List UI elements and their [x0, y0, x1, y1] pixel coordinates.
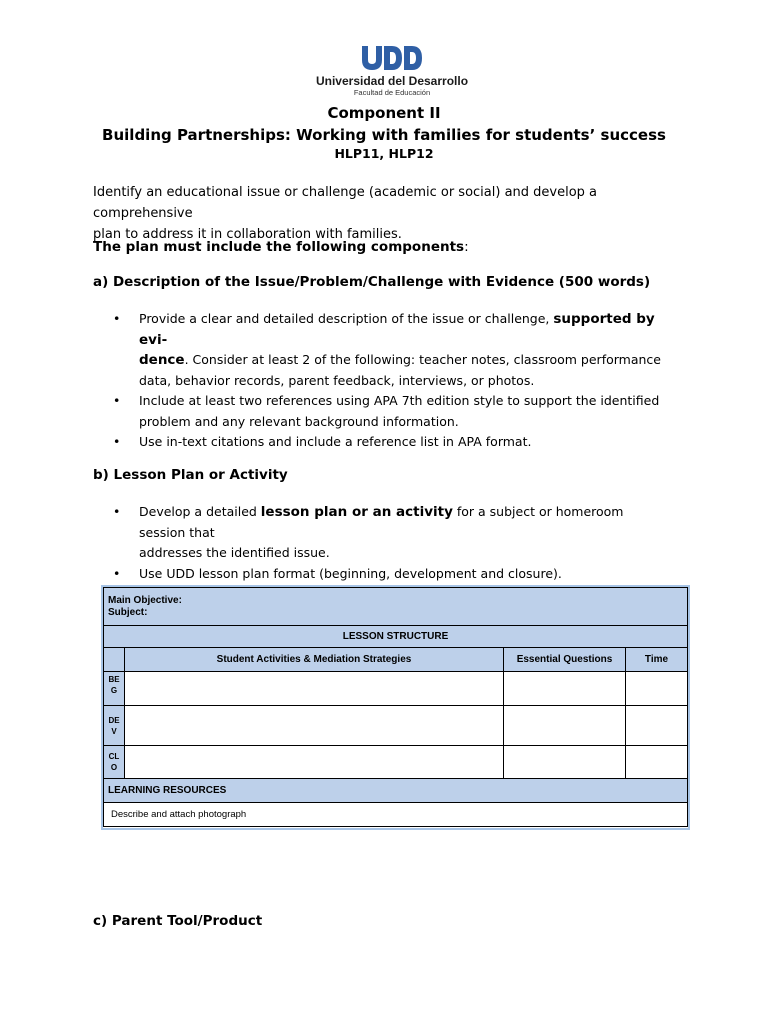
- bullet-text: . Consider at least 2 of the following: teacher notes, classroom performance: [184, 352, 661, 367]
- university-logo: [312, 44, 472, 104]
- bullet-text: Include at least two references using APA 7th edition style to support the identified: [139, 393, 660, 408]
- bullet-text: problem and any relevant background information.: [139, 413, 459, 429]
- table-row: [104, 672, 688, 706]
- component-title: Component II: [327, 104, 441, 122]
- section-a-heading: a) Description of the Issue/Problem/Challenge with Evidence (500 words): [93, 274, 651, 290]
- bullet-emphasis: supported by evi-: [139, 311, 655, 348]
- learning-resources-header: LEARNING RESOURCES: [104, 779, 688, 803]
- stage-beginning-cell: [104, 672, 125, 706]
- bullet-icon: •: [113, 311, 121, 326]
- list-item: [93, 309, 673, 391]
- plan-components-heading-colon: :: [464, 239, 469, 255]
- bullet-text: Develop a detailed: [139, 504, 261, 519]
- main-objective-label: Main Objective:: [108, 594, 182, 606]
- activities-input-cell[interactable]: [125, 746, 504, 779]
- stage-label: V: [111, 726, 117, 736]
- stage-label: G: [110, 686, 118, 695]
- intro-line: plan to address it in collaboration with families.: [93, 227, 402, 242]
- section-c-heading: c) Parent Tool/Product: [93, 913, 263, 929]
- bullet-text: Use UDD lesson plan format (beginning, development and closure).: [139, 565, 562, 581]
- stage-closure-cell: [104, 746, 125, 779]
- subject-label: Subject:: [108, 606, 148, 618]
- bullet-icon: •: [113, 393, 121, 408]
- section-b-bullet-list: [93, 502, 673, 584]
- learning-resources-note[interactable]: Describe and attach photograph: [104, 803, 688, 827]
- list-item: [93, 564, 673, 585]
- stage-development-cell: [104, 706, 125, 746]
- questions-input-cell[interactable]: [504, 672, 626, 706]
- logo-university-name: Universidad del Desarrollo: [315, 74, 469, 88]
- logo-faculty-name: Facultad de Educación: [353, 88, 431, 97]
- bullet-emphasis: dence: [139, 352, 185, 368]
- activities-column-header: Student Activities & Mediation Strategies: [125, 648, 504, 672]
- bullet-text: for a subject or homeroom session that: [139, 504, 624, 540]
- bullet-icon: •: [113, 504, 121, 519]
- stage-label: BE: [108, 675, 120, 684]
- activities-input-cell[interactable]: [125, 706, 504, 746]
- bullet-text: Use in-text citations and include a reference list in APA format.: [139, 434, 532, 449]
- bullet-icon: •: [113, 565, 121, 581]
- plan-components-heading: [93, 239, 469, 255]
- section-a-bullet-list: [93, 309, 673, 453]
- stage-label: CL: [108, 752, 120, 761]
- stage-label: DE: [108, 715, 120, 725]
- bullet-emphasis: lesson plan or an activity: [260, 504, 453, 520]
- list-item: [93, 502, 673, 564]
- intro-paragraph: [93, 182, 683, 245]
- time-input-cell[interactable]: [626, 746, 688, 779]
- plan-components-heading-text: The plan must include the following components: [93, 239, 465, 255]
- section-b-heading: b) Lesson Plan or Activity: [93, 467, 288, 483]
- udd-logo-icon: [360, 44, 424, 72]
- table-row: [104, 706, 688, 746]
- questions-input-cell[interactable]: [504, 746, 626, 779]
- list-item: [93, 432, 673, 453]
- bullet-icon: •: [113, 434, 121, 449]
- questions-input-cell[interactable]: [504, 706, 626, 746]
- stage-column-header: [104, 648, 125, 672]
- bullet-text: Provide a clear and detailed description of the issue or challenge,: [139, 311, 554, 326]
- objective-cell: [104, 588, 688, 626]
- intro-line: Identify an educational issue or challenge (academic or social) and develop a comprehensive: [93, 185, 598, 221]
- time-input-cell[interactable]: [626, 672, 688, 706]
- activities-input-cell[interactable]: [125, 672, 504, 706]
- table-row: [104, 746, 688, 779]
- list-item: [93, 391, 673, 432]
- lesson-plan-table: [101, 585, 690, 830]
- document-title: Building Partnerships: Working with families for students’ success: [102, 126, 666, 144]
- bullet-text: data, behavior records, parent feedback, interviews, or photos.: [139, 372, 535, 388]
- lesson-structure-header: LESSON STRUCTURE: [104, 626, 688, 648]
- stage-label: O: [110, 763, 118, 772]
- time-column-header: Time: [626, 648, 688, 672]
- time-input-cell[interactable]: [626, 706, 688, 746]
- bullet-text: addresses the identified issue.: [139, 545, 330, 560]
- hlp-codes: HLP11, HLP12: [334, 146, 434, 161]
- questions-column-header: Essential Questions: [504, 648, 626, 672]
